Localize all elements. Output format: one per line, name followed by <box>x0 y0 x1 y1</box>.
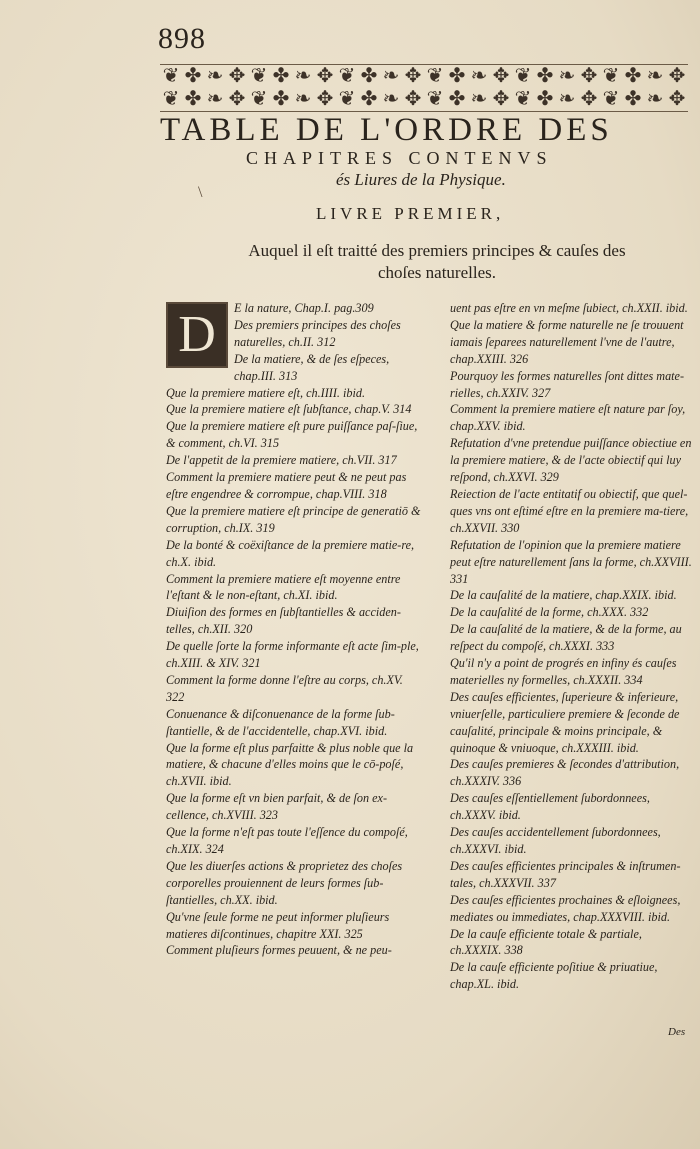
right-toc-entry: Reiection de l'acte entitatif ou obiectif, que quel-ques vns ont eſtimé eſtre en la premiere ma-tiere, ch.XXVII. 330 <box>450 486 689 535</box>
ornament-glyph: ✤ <box>360 65 378 87</box>
right-toc-entry: Qu'il n'y a point de progrés en infiny és cauſes materielles ny formelles, ch.XXXII. 334 <box>450 656 677 687</box>
ornament-glyph: ❦ <box>426 88 444 110</box>
ornament-glyph: ❦ <box>426 65 444 87</box>
book-heading: LIVRE PREMIER, <box>316 204 505 223</box>
left-toc-entry: Que la forme eſt vn bien parfait, & de ſon ex-cellence, ch.XVIII. 323 <box>166 791 388 823</box>
ornament-glyph: ❧ <box>646 65 664 87</box>
margin-mark: \ <box>198 184 203 201</box>
ornament-glyph: ❧ <box>646 88 664 110</box>
page-title: TABLE DE L'ORDRE DES <box>160 112 613 148</box>
ornament-glyph: ✥ <box>404 88 422 110</box>
right-toc-entry: Des cauſes premieres & ſecondes d'attribution, ch.XXXIV. 336 <box>450 757 680 789</box>
ornament-glyph: ✥ <box>228 65 246 87</box>
ornament-glyph: ✤ <box>448 88 466 110</box>
ornament-glyph: ❧ <box>206 88 224 110</box>
header-ornament <box>160 64 688 112</box>
ornament-glyph: ✤ <box>272 65 290 87</box>
ornament-glyph: ❧ <box>470 65 488 87</box>
ornament-glyph: ❦ <box>162 88 180 110</box>
ornament-glyph: ❧ <box>558 88 576 110</box>
left-toc-entry: De l'appetit de la premiere matiere, ch.VII. 317 <box>166 453 397 468</box>
right-toc-entry: De la cauſe efficiente poſitiue & priuatiue, chap.XL. ibid. <box>450 960 658 992</box>
left-toc-entry: Que la premiere matiere eſt principe de generatiō & corruption, ch.IX. 319 <box>166 503 421 535</box>
left-toc-entry: Conuenance & diſconuenance de la forme ſub-ſtantielle, & de l'accidentelle, chap.XVI. ibid. <box>166 706 395 738</box>
ornament-glyph: ❦ <box>514 88 532 110</box>
ornament-glyph: ✤ <box>536 65 554 87</box>
ornament-glyph: ❦ <box>250 88 268 110</box>
ornament-glyph: ✥ <box>404 65 422 87</box>
left-toc-entry: De la matiere, & de ſes eſpeces, chap.III. 313 <box>234 351 390 383</box>
ornament-glyph: ❦ <box>338 65 356 87</box>
ornament-glyph: ❧ <box>206 65 224 87</box>
right-toc-entry: Des cauſes eſſentiellement ſubordonnees, ch.XXXV. ibid. <box>450 791 650 823</box>
ornament-glyph: ❧ <box>382 65 400 87</box>
left-toc-entry: Que les diuerſes actions & proprietez des choſes corporelles prouiennent de leurs formes ſub-ſtantielles, ch.XX. ibid. <box>166 858 403 907</box>
ornament-glyph: ✤ <box>184 65 202 87</box>
ornament-glyph: ❦ <box>162 65 180 87</box>
right-toc-entry: Refutation d'vne pretendue puiſſance obiectiue en la premiere matiere, & de l'acte obiectif qui luy reſpond, ch.XXVI. 329 <box>450 436 692 485</box>
subtitle-physique: és Liures de la Physique. <box>336 170 506 189</box>
right-toc-entry: Des cauſes efficientes, ſuperieure & inferieure, vniuerſelle, particuliere premiere & ſeconde de cauſalité, principale & moins principale, & quinoque & vniuoque, ch.XXXIII. ibid. <box>450 689 680 755</box>
left-toc-entry: De la bonté & coëxiſtance de la premiere matie-re, ch.X. ibid. <box>166 537 415 569</box>
left-toc-entry: De quelle ſorte la forme informante eſt acte ſim-ple, ch.XIII. & XIV. 321 <box>166 639 419 671</box>
right-toc-entry: Comment la premiere matiere eſt nature par ſoy, chap.XXV. ibid. <box>450 402 686 434</box>
ornament-glyph: ✥ <box>580 65 598 87</box>
left-toc-entry: Que la premiere matiere eſt ſubſtance, chap.V. 314 <box>166 402 412 417</box>
right-toc-entry: Pourquoy les formes naturelles ſont dittes mate-rielles, ch.XXIV. 327 <box>450 368 685 400</box>
right-toc-entry: Que la matiere & forme naturelle ne ſe trouuent iamais ſeparees naturellement l'vne de l'autre, chap.XXIII. 326 <box>450 317 684 366</box>
left-toc-entry: Des premiers principes des choſes naturelles, ch.II. 312 <box>234 317 401 349</box>
right-toc-entry: De la cauſalité de la matiere, chap.XXIX. ibid. <box>450 588 677 603</box>
left-column <box>166 300 424 959</box>
right-column <box>450 300 694 993</box>
right-toc-entry: Des cauſes accidentellement ſubordonnees, ch.XXXVI. ibid. <box>450 825 661 856</box>
left-toc-entry: Qu'vne ſeule forme ne peut informer pluſieurs matieres diſcontinues, chapitre XXI. 325 <box>166 909 390 941</box>
right-toc-entry: De la cauſalité de la matiere, & de la forme, au reſpect du compoſé, ch.XXXI. 333 <box>450 622 682 654</box>
ornament-glyph: ✤ <box>448 65 466 87</box>
ornament-glyph: ❧ <box>294 65 312 87</box>
right-toc-entry: Des cauſes efficientes principales & inſtrumen-tales, ch.XXXVII. 337 <box>450 858 681 890</box>
page-number: 898 <box>158 22 206 55</box>
left-toc-entry: Que la forme n'eſt pas toute l'eſſence du compoſé, ch.XIX. 324 <box>166 825 408 856</box>
ornament-glyph: ✤ <box>184 88 202 110</box>
left-toc-entry: E la nature, Chap.I. pag.309 <box>234 301 374 315</box>
ornament-glyph: ✥ <box>492 65 510 87</box>
book-intro: Auquel il eſt traitté des premiers principes & cauſes des choſes naturelles. <box>248 241 626 282</box>
left-toc-entry: Comment la premiere matiere peut & ne peut pas eſtre engendree & corrompue, chap.VIII. 318 <box>166 470 407 501</box>
ornament-glyph: ✥ <box>228 88 246 110</box>
ornament-glyph: ✥ <box>668 65 686 87</box>
ornament-glyph: ❦ <box>602 88 620 110</box>
right-toc-entry: Des cauſes efficientes prochaines & eſloignees, mediates ou immediates, chap.XXXVIII. ibid. <box>450 892 681 924</box>
ornament-glyph: ❧ <box>558 65 576 87</box>
ornament-glyph: ✥ <box>580 88 598 110</box>
ornament-glyph: ✤ <box>360 88 378 110</box>
ornament-glyph: ❦ <box>602 65 620 87</box>
ornament-glyph: ❧ <box>294 88 312 110</box>
left-toc-entry: Que la premiere matiere eſt, ch.IIII. ibid. <box>166 385 365 400</box>
ornament-glyph: ❧ <box>470 88 488 110</box>
ornament-glyph: ❦ <box>514 65 532 87</box>
right-toc-entry: De la cauſe efficiente totale & partiale, ch.XXXIX. 338 <box>450 926 642 958</box>
right-toc-entry: uent pas eſtre en vn meſme ſubiect, ch.XXII. ibid. <box>450 301 688 315</box>
left-toc-entry: Que la forme eſt plus parfaitte & plus noble que la matiere, & chacune d'elles moins que le cō-poſé, ch.XVII. ibid. <box>166 740 414 789</box>
ornament-glyph: ✥ <box>316 65 334 87</box>
left-toc-entry: Comment pluſieurs formes peuuent, & ne peu- <box>166 943 392 958</box>
ornament-glyph: ✤ <box>624 88 642 110</box>
ornament-glyph: ✤ <box>536 88 554 110</box>
ornament-glyph: ❦ <box>338 88 356 110</box>
drop-cap: D <box>166 302 228 368</box>
ornament-glyph: ❦ <box>250 65 268 87</box>
ornament-glyph: ✥ <box>492 88 510 110</box>
right-toc-entry: Refutation de l'opinion que la premiere matiere peut eſtre naturellement ſans la forme, ch.XXVIII. 331 <box>450 537 692 586</box>
left-toc-entry: Diuiſion des formes en ſubſtantielles & acciden-telles, ch.XII. 320 <box>166 605 401 637</box>
ornament-glyph: ✤ <box>272 88 290 110</box>
catchword: Des <box>668 1026 686 1038</box>
left-toc-entry: Comment la forme donne l'eſtre au corps, ch.XV. 322 <box>166 672 403 704</box>
ornament-glyph: ✥ <box>668 88 686 110</box>
subtitle: CHAPITRES CONTENVS <box>246 148 553 168</box>
left-toc-entry: Comment la premiere matiere eſt moyenne entre l'eſtant & le non-eſtant, ch.XI. ibid. <box>166 571 401 603</box>
ornament-glyph: ❧ <box>382 88 400 110</box>
ornament-glyph: ✥ <box>316 88 334 110</box>
left-toc-entry: Que la premiere matiere eſt pure puiſſance paſ-ſiue, & comment, ch.VI. 315 <box>166 419 418 451</box>
right-toc-entry: De la cauſalité de la forme, ch.XXX. 332 <box>450 605 649 620</box>
ornament-glyph: ✤ <box>624 65 642 87</box>
